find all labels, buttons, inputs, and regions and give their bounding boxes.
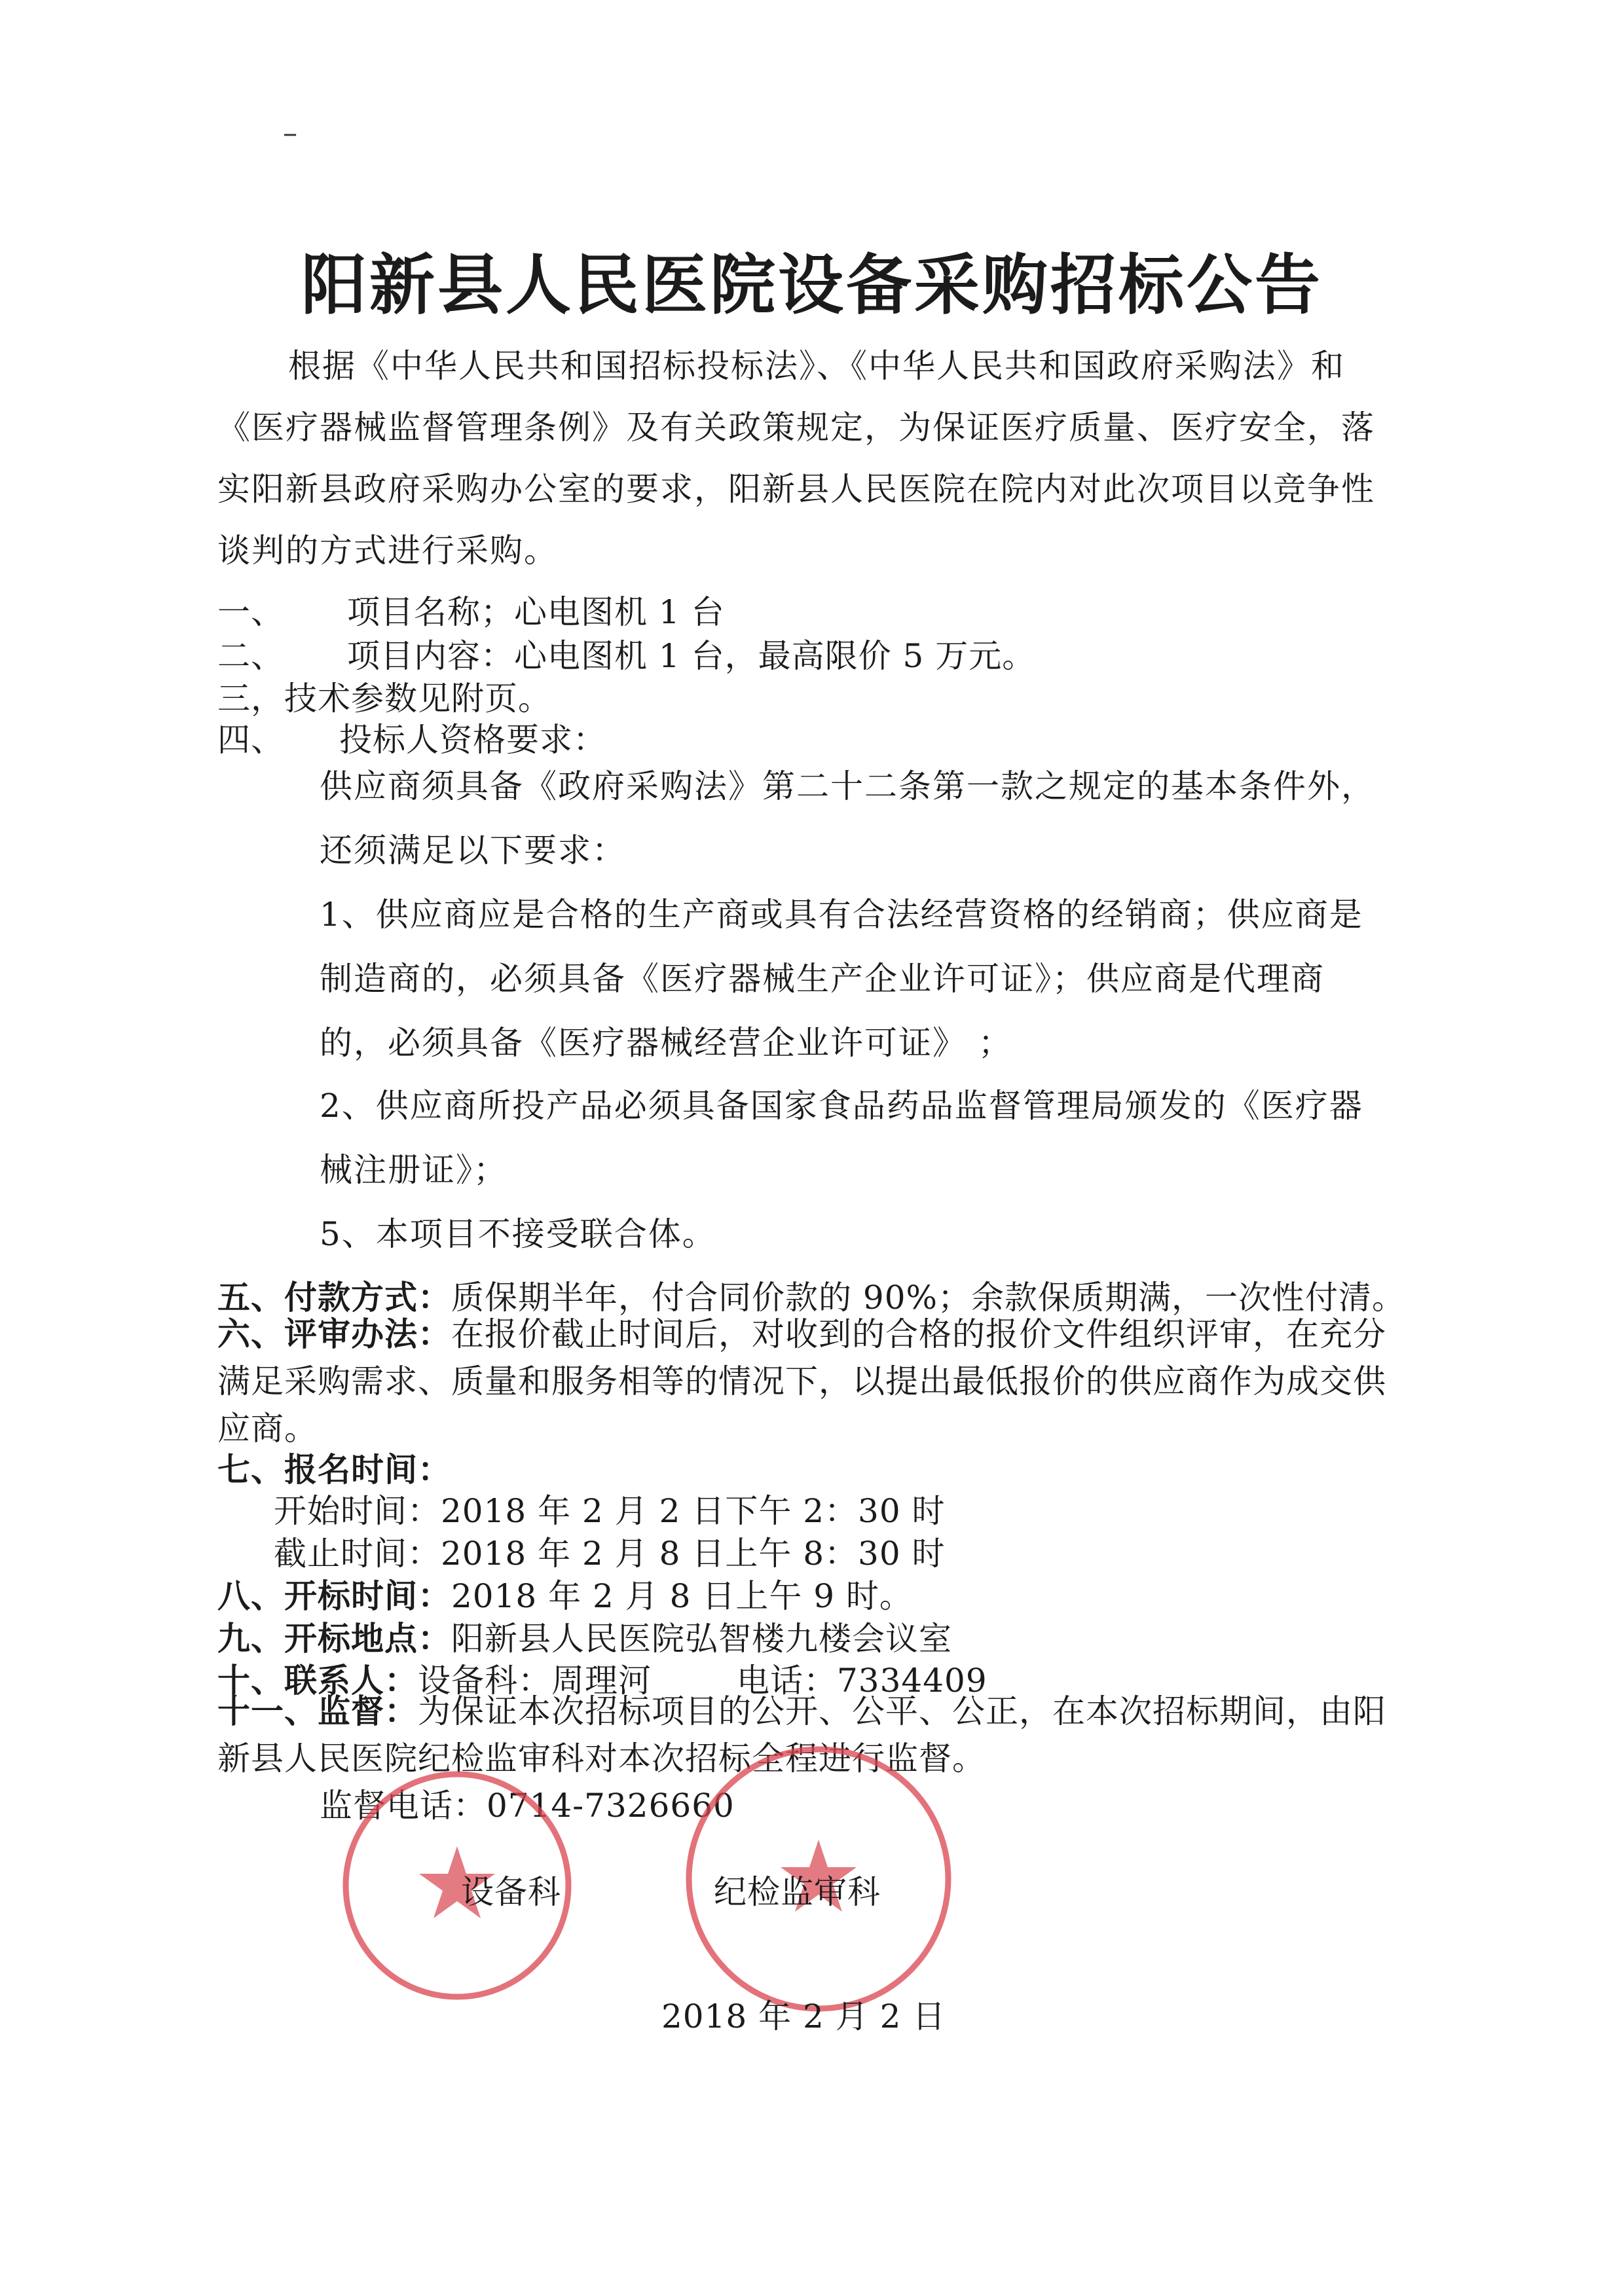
section-2 — [217, 630, 1035, 677]
signature-date: 2018 年 2 月 2 日 — [661, 1997, 946, 2035]
section-4-text: 投标人资格要求： — [339, 721, 606, 759]
section-7-label: 七、报名时间： — [217, 1450, 451, 1489]
signature-dept-1: 设备科 — [461, 1873, 561, 1911]
supervision-phone: 监督电话：0714-7326660 — [320, 1787, 735, 1825]
section-2-label: 二、 — [217, 637, 284, 675]
section-10-phone: 电话：7334409 — [737, 1662, 987, 1700]
section-11-text: 为保证本次招标项目的公开、公平、公正，在本次招标期间，由阳新县人民医院纪检监审科对本次招标全程进行监督。 — [217, 1692, 1386, 1777]
section-1-text: 项目名称；心电图机 1 台 — [347, 593, 725, 631]
section-6-label: 六、评审办法： — [217, 1315, 451, 1353]
section-4-para-2: 2、供应商所投产品必须具备国家食品药品监督管理局颁发的《医疗器械注册证》； — [320, 1087, 1363, 1189]
intro-paragraph: 根据《中华人民共和国招标投标法》、《中华人民共和国政府采购法》和《医疗器械监督管理条例》及有关政策规定，为保证医疗质量、医疗安全，落实阳新县政府采购办公室的要求，阳新县人民医院在院内对此次项目以竞争性谈判的方式进行采购。 — [217, 347, 1375, 570]
section-4-para-1: 1、供应商应是合格的生产商或具有合法经营资格的经销商；供应商是制造商的，必须具备《医疗器械生产企业许可证》；供应商是代理商的，必须具备《医疗器械经营企业许可证》 ； — [320, 896, 1363, 1062]
section-1-label: 一、 — [217, 593, 284, 631]
section-11-label: 十一、监督： — [217, 1692, 418, 1730]
section-4-label: 四、 — [217, 721, 284, 759]
section-8-text: 2018 年 2 月 8 日上午 9 时。 — [451, 1577, 913, 1615]
section-4-para-0: 供应商须具备《政府采购法》第二十二条第一款之规定的基本条件外，还须满足以下要求： — [320, 767, 1375, 869]
section-10-contact: 设备科：周理河 — [418, 1662, 652, 1700]
section-6-text: 在报价截止时间后，对收到的合格的报价文件组织评审，在充分满足采购需求、质量和服务相等的情况下，以提出最低报价的供应商作为成交供应商。 — [217, 1315, 1386, 1448]
section-2-text: 项目内容：心电图机 1 台，最高限价 5 万元。 — [347, 637, 1036, 675]
section-8 — [217, 1570, 913, 1617]
section-9-text: 阳新县人民医院弘智楼九楼会议室 — [451, 1620, 952, 1658]
signup-end-time: 截止时间：2018 年 2 月 8 日上午 8：30 时 — [274, 1535, 946, 1573]
section-6 — [217, 1311, 1396, 1452]
section-8-label: 八、开标时间： — [217, 1576, 451, 1615]
section-5-text: 质保期半年，付合同价款的 90%；余款保质期满，一次性付清。 — [451, 1279, 1406, 1317]
section-9-label: 九、开标地点： — [217, 1619, 451, 1658]
section-5-label: 五、付款方式： — [217, 1278, 451, 1317]
document-title: 阳新县人民医院设备采购招标公告 — [301, 247, 1323, 323]
signup-start-time: 开始时间：2018 年 2 月 2 日下午 2：30 时 — [274, 1492, 946, 1530]
header-dash: – — [283, 117, 297, 150]
signature-dept-2: 纪检监审科 — [714, 1873, 881, 1911]
section-9 — [217, 1613, 952, 1660]
section-4-para-3: 5、本项目不接受联合体。 — [320, 1215, 716, 1253]
section-1 — [217, 586, 725, 633]
section-3: 三，技术参数见附页。 — [217, 680, 551, 718]
section-10-label: 十、联系人： — [217, 1661, 418, 1700]
